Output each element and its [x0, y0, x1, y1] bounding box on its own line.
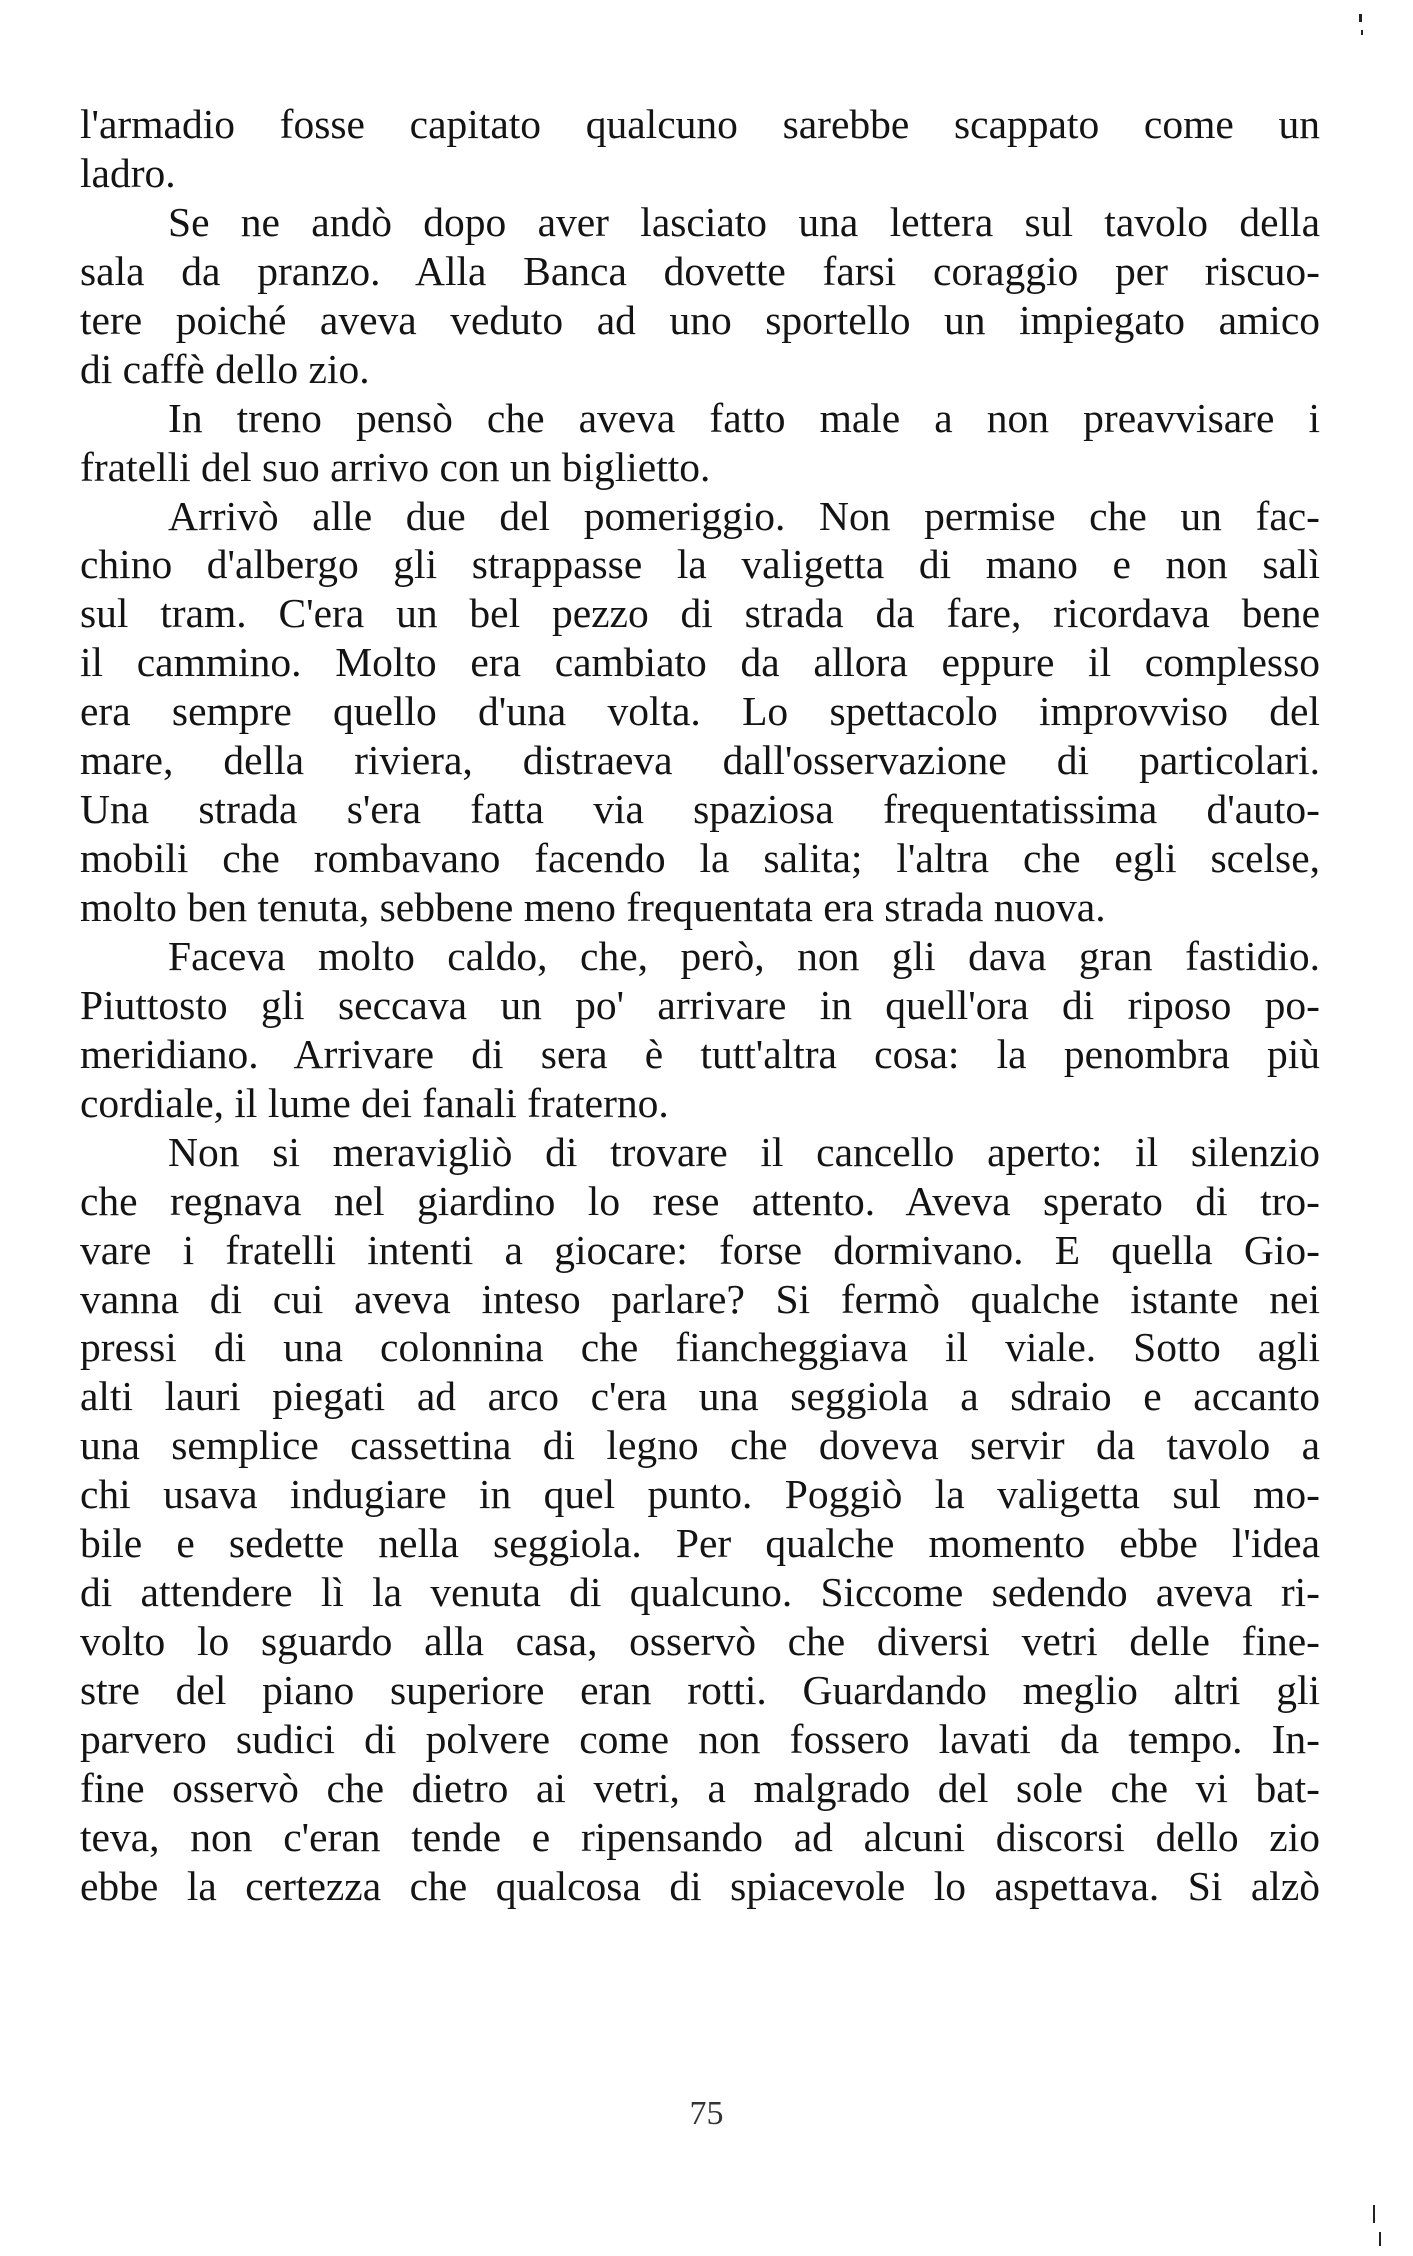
text-line: chi usava indugiare in quel punto. Poggiò la valigetta sul mo- [80, 1471, 1320, 1518]
text-line: che regnava nel giardino lo rese attento. Aveva sperato di tro- [80, 1177, 1320, 1224]
text-line: vanna di cui aveva inteso parlare? Si fermò qualche istante nei [80, 1275, 1320, 1322]
text-line: fratelli del suo arrivo con un biglietto. [80, 443, 711, 490]
text-line: cordiale, il lume dei fanali fraterno. [80, 1079, 669, 1126]
text-line: il cammino. Molto era cambiato da allora eppure il complesso [80, 639, 1320, 686]
text-line: ladro. [80, 149, 176, 196]
text-line: bile e sedette nella seggiola. Per qualche momento ebbe l'idea [80, 1520, 1320, 1567]
text-line: volto lo sguardo alla casa, osservò che diversi vetri delle fine- [80, 1618, 1320, 1665]
text-line: tere poiché aveva veduto ad uno sportello un impiegato amico [80, 296, 1320, 343]
text-line: di attendere lì la venuta di qualcuno. Siccome sedendo aveva ri- [80, 1569, 1320, 1616]
text-line: Piuttosto gli seccava un po' arrivare in quell'ora di riposo po- [80, 981, 1320, 1028]
text-line: stre del piano superiore eran rotti. Guardando meglio altri gli [80, 1667, 1320, 1713]
text-line: Se ne andò dopo aver lasciato una lettera sul tavolo della [168, 198, 1320, 245]
scan-speck [1379, 2232, 1381, 2246]
text-line: fine osservò che dietro ai vetri, a malgrado del sole che vi bat- [80, 1764, 1320, 1811]
text-line: Faceva molto caldo, che, però, non gli dava gran fastidio. [168, 932, 1320, 979]
text-line: meridiano. Arrivare di sera è tutt'altra cosa: la penombra più [80, 1030, 1320, 1077]
page-number: 75 [689, 2095, 724, 2132]
scan-speck [1361, 30, 1363, 35]
text-line: molto ben tenuta, sebbene meno frequentata era strada nuova. [80, 884, 1106, 930]
text-line: l'armadio fosse capitato qualcuno sarebbe scappato come un [80, 101, 1320, 147]
text-line: Arrivò alle due del pomeriggio. Non permise che un fac- [168, 492, 1320, 539]
text-line: mare, della riviera, distraeva dall'osservazione di particolari. [80, 737, 1320, 784]
text-line: sala da pranzo. Alla Banca dovette farsi coraggio per riscuo- [80, 247, 1320, 294]
text-line: alti lauri piegati ad arco c'era una seggiola a sdraio e accanto [80, 1373, 1320, 1420]
text-line: In treno pensò che aveva fatto male a non preavvisare i [168, 394, 1320, 441]
text-line: era sempre quello d'una volta. Lo spettacolo improvviso del [80, 688, 1320, 735]
text-line: Una strada s'era fatta via spaziosa frequentatissima d'auto- [80, 786, 1320, 833]
text-line: pressi di una colonnina che fiancheggiava il viale. Sotto agli [80, 1324, 1320, 1371]
text-line: Non si meravigliò di trovare il cancello aperto: il silenzio [168, 1128, 1320, 1175]
text-line: sul tram. C'era un bel pezzo di strada da fare, ricordava bene [80, 590, 1320, 637]
scan-edge-specks [1353, 0, 1413, 2256]
scan-speck [1373, 2205, 1375, 2223]
scan-speck [1359, 14, 1362, 22]
body-text [80, 100, 1320, 1911]
text-line: vare i fratelli intenti a giocare: forse dormivano. E quella Gio- [80, 1226, 1320, 1273]
text-line: chino d'albergo gli strappasse la valigetta di mano e non salì [80, 541, 1320, 588]
text-line: di caffè dello zio. [80, 345, 370, 392]
text-line: una semplice cassettina di legno che doveva servir da tavolo a [80, 1422, 1320, 1469]
text-line: ebbe la certezza che qualcosa di spiacevole lo aspettava. Si alzò [80, 1862, 1320, 1909]
text-line: teva, non c'eran tende e ripensando ad alcuni discorsi dello zio [80, 1813, 1320, 1860]
text-line: mobili che rombavano facendo la salita; l'altra che egli scelse, [80, 835, 1320, 882]
text-line: parvero sudici di polvere come non fossero lavati da tempo. In- [80, 1715, 1320, 1762]
